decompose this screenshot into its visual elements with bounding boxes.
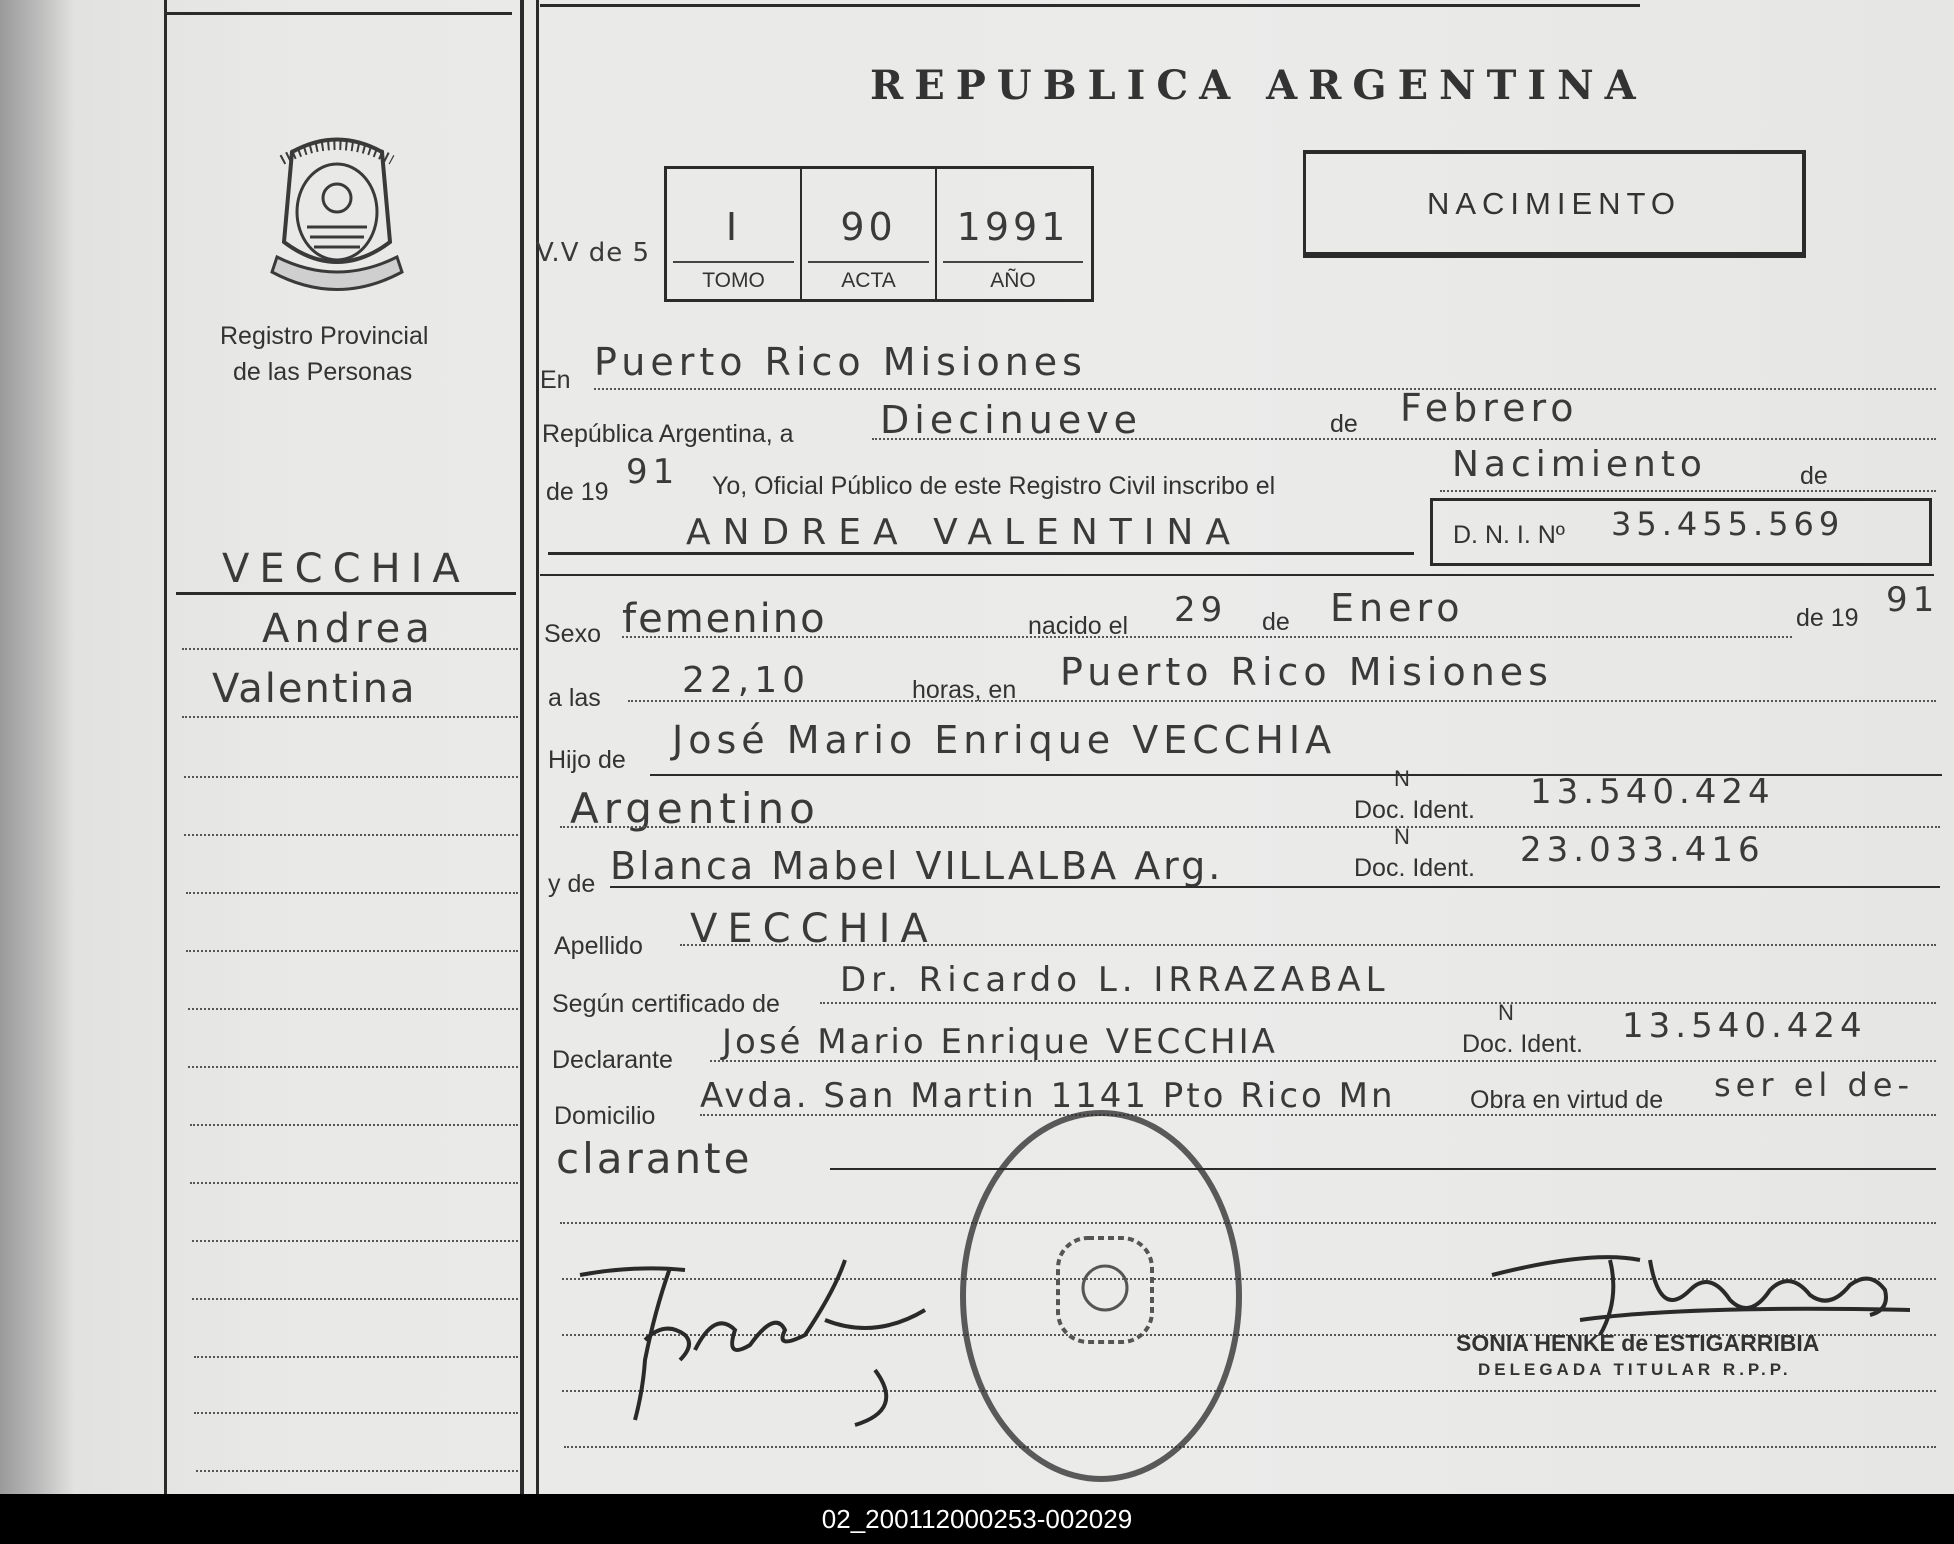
ano-value: 1991 [956, 205, 1070, 249]
sidebar-line [182, 716, 518, 718]
sidebar-line [182, 648, 518, 650]
declarante-doc-value: 13.540.424 [1622, 1006, 1867, 1046]
row-rule [610, 886, 1940, 888]
column-divider [520, 0, 524, 1494]
registry-line1: Registro Provincial [220, 322, 429, 350]
record-table [664, 166, 1094, 302]
birth-day-value: 29 [1174, 590, 1228, 630]
row-line [872, 438, 1936, 440]
doc-n-mark-2: N [1394, 824, 1410, 849]
dni-value: 35.455.569 [1611, 505, 1845, 543]
sidebar-line [188, 1066, 518, 1068]
sidebar-name2: Valentina [212, 666, 417, 712]
acta-label: ACTA [841, 269, 896, 292]
nacido-label: nacido el [1028, 612, 1129, 640]
obra-label: Obra en virtud de [1470, 1086, 1664, 1114]
sidebar-line [186, 892, 518, 894]
tomo-separator [673, 261, 794, 263]
dni-box [1430, 498, 1932, 566]
row-line [700, 1114, 1936, 1116]
sidebar-line [192, 1240, 518, 1242]
republica-label: República Argentina, a [542, 420, 794, 448]
tomo-label: TOMO [702, 269, 765, 292]
doc-label-2: Doc. Ident. [1354, 854, 1475, 882]
obra-value: ser el de- [1714, 1066, 1914, 1104]
row-line [1440, 490, 1936, 492]
acta-value: 90 [840, 205, 897, 249]
sidebar-line [184, 776, 518, 778]
row-line [622, 636, 1792, 638]
alas-label: a las [548, 684, 601, 712]
birth-time-value: 22,10 [682, 660, 811, 701]
birth-year-suffix: 91 [1886, 580, 1940, 620]
left-signature [575, 1250, 1015, 1430]
domicilio-value: Avda. San Martin 1141 Pto Rico Mn [700, 1076, 1396, 1116]
row-line [680, 944, 1936, 946]
sidebar-line [186, 950, 518, 952]
horas-label: horas, en [912, 676, 1017, 704]
place-value: Puerto Rico Misiones [594, 340, 1087, 384]
de-label-3: de [1262, 608, 1290, 636]
row-line [560, 826, 1940, 828]
sidebar-line [194, 1412, 518, 1414]
declarante-value: José Mario Enrique VECCHIA [722, 1022, 1278, 1062]
yo-label: Yo, Oficial Público de este Registro Civil inscribo el [712, 472, 1276, 500]
ano-cell [937, 169, 1089, 299]
stamp-emblem-icon [1050, 1230, 1160, 1350]
hijo-label: Hijo de [548, 746, 626, 774]
father-value: José Mario Enrique VECCHIA [672, 718, 1337, 762]
de19-label-2: de 19 [1796, 604, 1859, 632]
dni-label: D. N. I. Nº [1453, 521, 1565, 549]
apellido-value: VECCHIA [690, 906, 938, 952]
sidebar-name1: Andrea [262, 606, 435, 652]
sidebar-surname: VECCHIA [222, 546, 470, 592]
ano-separator [943, 261, 1083, 263]
country-title: REPUBLICA ARGENTINA [870, 62, 1647, 109]
year-suffix: 91 [626, 452, 680, 492]
tomo-cell [667, 169, 802, 299]
day-value: Diecinueve [880, 398, 1143, 442]
acta-separator [808, 261, 929, 263]
row-line [594, 388, 1936, 390]
father-nationality-value: Argentino [570, 784, 820, 833]
sexo-value: femenino [622, 596, 827, 642]
misiones-seal-icon [262, 132, 412, 302]
sidebar-line [188, 1008, 518, 1010]
child-name-value: ANDREA VALENTINA [686, 512, 1242, 553]
sexo-label: Sexo [544, 620, 601, 648]
document-type-box [1303, 150, 1806, 258]
row-rule [540, 574, 1934, 576]
domicilio-label: Domicilio [554, 1102, 656, 1130]
father-doc-value: 13.540.424 [1530, 772, 1775, 812]
left-column-border [164, 0, 167, 1494]
doc-n-mark-3: N [1498, 1000, 1514, 1025]
row-line [820, 1002, 1936, 1004]
top-rule-right [540, 4, 1640, 7]
file-id-caption: 02_200112000253-002029 [0, 1494, 1954, 1544]
sidebar-line [196, 1470, 518, 1472]
declarante-label: Declarante [552, 1046, 673, 1074]
doc-label: Doc. Ident. [1354, 796, 1475, 824]
de19-label: de 19 [546, 478, 609, 506]
doc-n-mark: N [1394, 766, 1410, 791]
de-label-2: de [1800, 462, 1828, 490]
apellido-label: Apellido [554, 932, 643, 960]
sidebar-surname-rule [176, 592, 516, 595]
birth-month-value: Enero [1330, 586, 1465, 630]
child-name-rule [548, 552, 1414, 555]
sidebar-line [184, 834, 518, 836]
month-value: Febrero [1400, 386, 1579, 430]
row-line [560, 1222, 1936, 1224]
yde-label: y de [548, 870, 596, 898]
sidebar-line [190, 1124, 518, 1126]
birth-place-value: Puerto Rico Misiones [1060, 650, 1553, 694]
document-type-label: NACIMIENTO [1426, 186, 1682, 221]
de-label: de [1330, 410, 1358, 438]
certifier-value: Dr. Ricardo L. IRRAZABAL [840, 960, 1390, 1000]
top-rule-left [166, 12, 512, 15]
tomo-value: I [725, 205, 742, 249]
official-title: DELEGADA TITULAR R.P.P. [1478, 1360, 1792, 1379]
registry-line2: de las Personas [233, 358, 413, 386]
segun-label: Según certificado de [552, 990, 780, 1018]
obra-continuation: clarante [556, 1134, 753, 1183]
row-line [564, 1446, 1936, 1448]
act-type-value: Nacimiento [1452, 444, 1707, 485]
sidebar-line [194, 1356, 518, 1358]
sidebar-line [190, 1182, 518, 1184]
official-name: SONIA HENKE de ESTIGARRIBIA [1456, 1330, 1820, 1356]
sidebar-line [192, 1298, 518, 1300]
row-line [710, 1060, 1936, 1062]
en-label: En [540, 366, 571, 394]
doc-label-3: Doc. Ident. [1462, 1030, 1583, 1058]
row-line [628, 700, 1936, 702]
margin-note: V.V de 5 [536, 238, 651, 268]
ano-label: AÑO [990, 269, 1036, 292]
column-divider-2 [536, 0, 539, 1494]
mother-value: Blanca Mabel VILLALBA Arg. [610, 844, 1224, 888]
acta-cell [802, 169, 937, 299]
mother-doc-value: 23.033.416 [1520, 830, 1765, 870]
